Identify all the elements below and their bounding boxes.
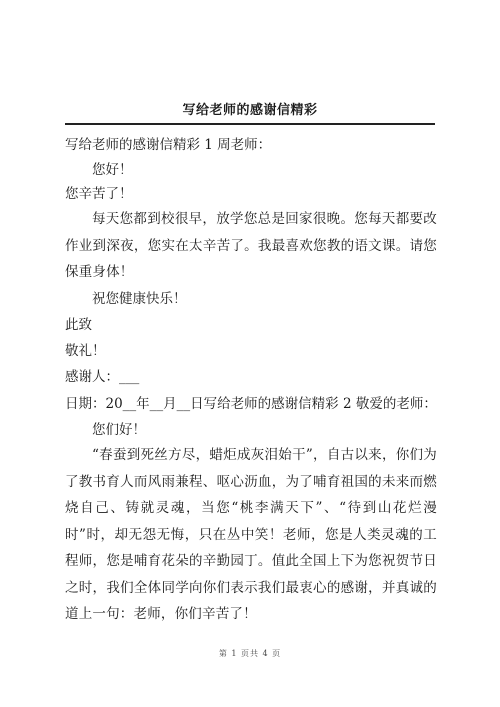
greeting-line-2: 您们好！ [92,422,146,438]
title-underline [65,123,435,125]
heading-line: 写给老师的感谢信精彩 1 周老师： [65,137,272,153]
closing-line-2: 敬礼！ [65,343,106,359]
wish-line: 祝您健康快乐！ [92,291,187,307]
greeting-line: 您好！ [92,162,133,178]
closing-line-1: 此致 [65,317,92,333]
thanks-line: 您辛苦了！ [65,186,133,202]
signer-line: 感谢人：___ [65,369,140,385]
document-title: 写给老师的感谢信精彩 [182,103,318,118]
page-footer: 第 1 页共 4 页 [218,649,282,658]
paragraph-1: 每天您都到校很早，放学您总是回家很晚。您每天都要改作业到深夜，您实在太辛苦了。我最喜欢您教的语文课。请您保重身体！ [65,211,437,280]
paragraph-2: “春蚕到死丝方尽，蜡炬成灰泪始干”，自古以来，你们为了教书育人而风雨兼程、呕心沥血，为了哺育祖国的未来而燃烧自己、铸就灵魂，当您“桃李满天下”、“待到山花烂漫时”时，却无怨无悔，只在丛中笑！老师，您是人类灵魂的工程师，您是哺育花朵的辛勤园丁。值此全国上下为您祝贺节日之时，我们全体同学向你们表示我们最衷心的感谢，并真诚的道上一句：老师，你们辛苦了！ [65,447,437,622]
date-line: 日期：20__年__月__日写给老师的感谢信精彩 2 敬爱的老师： [65,396,437,412]
